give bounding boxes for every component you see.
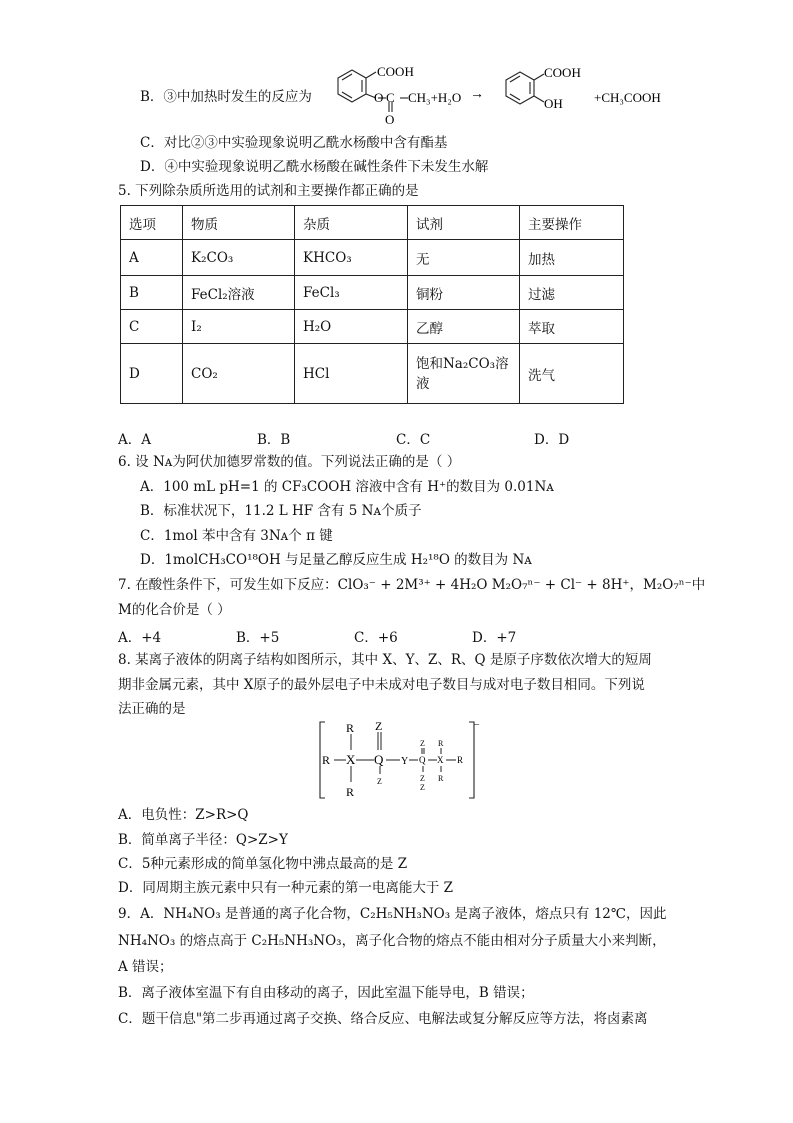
- atom-q-left: Q: [374, 752, 384, 767]
- atom-r-bottom-right: R: [438, 774, 444, 783]
- table-cell: 铜粉: [408, 276, 520, 310]
- atom-r-right: R: [457, 755, 464, 765]
- q4-option-b-prefix: B．③中加热时发生的反应为: [140, 89, 312, 105]
- atom-x-left: X: [346, 752, 356, 767]
- table-cell: D: [121, 344, 183, 404]
- table-cell: 无: [408, 240, 520, 276]
- reactant-carbonyl-o: O: [385, 112, 395, 127]
- table-cell: FeCl₃: [295, 276, 408, 310]
- table-row: [121, 344, 624, 404]
- q6-option-d: D．1molCH₃CO¹⁸OH 与足量乙醇反应生成 H₂¹⁸O 的数目为 Nᴀ: [140, 552, 532, 568]
- table-cell: FeCl₂溶液: [183, 276, 295, 310]
- q4-reaction-diagram: [318, 62, 678, 128]
- header-cell: 物质: [183, 206, 295, 240]
- reactant-ester-o: O: [374, 90, 384, 105]
- atom-z-bottom-right-b: Z: [420, 783, 425, 792]
- table-cell: 过滤: [520, 276, 624, 310]
- anion-charge: −: [474, 720, 480, 731]
- atom-r-bottom-left: R: [346, 785, 355, 799]
- q8-stem-line1: 8. 某离子液体的阴离子结构如图所示，其中 X、Y、Z、R、Q 是原子序数依次增大的短周: [118, 652, 652, 668]
- q4-option-c: C．对比②③中实验现象说明乙酰水杨酸中含有酯基: [140, 135, 448, 151]
- q8-option-a: A．电负性：Z>R>Q: [118, 807, 249, 823]
- table-cell: 乙醇: [408, 310, 520, 344]
- table-cell: KHCO₃: [295, 240, 408, 276]
- header-cell: 选项: [121, 206, 183, 240]
- q9-line2: NH₄NO₃ 的熔点高于 C₂H₅NH₃NO₃，离子化合物的熔点不能由相对分子质量大小来判断，: [118, 933, 666, 949]
- q7-stem-line1: 7. 在酸性条件下，可发生如下反应：ClO₃⁻ + 2M³⁺ + 4H₂O M₂O₇ⁿ⁻ + Cl⁻ + 8H⁺，M₂O₇ⁿ⁻中: [118, 577, 706, 593]
- q7-choice-a: A．+4: [118, 630, 162, 646]
- q8-stem-line3: 法正确的是: [118, 701, 186, 717]
- benzene-ring-product: [506, 72, 544, 104]
- table-row: [121, 310, 624, 344]
- q7-choice-c: C．+6: [354, 630, 398, 646]
- table-header-row: [121, 206, 624, 240]
- q9-line1: 9．A．NH₄NO₃ 是普通的离子化合物，C₂H₅NH₃NO₃ 是离子液体，熔点只有 12℃，因此: [118, 906, 667, 922]
- q6-option-a: A．100 mL pH=1 的 CF₃COOH 溶液中含有 H⁺的数目为 0.01Nᴀ: [140, 479, 554, 495]
- atom-r-top-right: R: [438, 739, 444, 748]
- product-oh: OH: [544, 96, 563, 111]
- bracket-right: [469, 722, 474, 798]
- atom-r-top-left: R: [346, 721, 355, 735]
- q9-line3: A 错误；: [118, 959, 173, 975]
- q9-line5: C．题干信息"第二步再通过离子交换、络合反应、电解法或复分解反应等方法，将卤素离: [118, 1011, 648, 1027]
- q5-choices: [118, 428, 598, 446]
- reaction-arrow: →: [470, 87, 484, 102]
- q8-option-b: B．简单离子半径：Q>Z>Y: [118, 832, 288, 848]
- q7-choice-d: D．+7: [472, 630, 517, 646]
- q6-option-c: C．1mol 苯中含有 3Nᴀ个 π 键: [140, 528, 333, 544]
- atom-r-left: R: [322, 753, 331, 767]
- header-cell: 试剂: [408, 206, 520, 240]
- table-cell: A: [121, 240, 183, 276]
- atom-z-bottom-small: Z: [377, 777, 382, 786]
- atom-z-top-right: Z: [420, 739, 425, 748]
- table-cell: HCl: [295, 344, 408, 404]
- table-cell: C: [121, 310, 183, 344]
- table-cell: 饱和Na₂CO₃溶液: [408, 344, 520, 404]
- reactant-ch3-h2o: CH₃+H₂O: [408, 90, 462, 105]
- q7-choice-b: B．+5: [236, 630, 280, 646]
- q4-option-d: D．④中实验现象说明乙酰水杨酸在碱性条件下未发生水解: [140, 159, 489, 175]
- atom-x-right: X: [437, 755, 444, 765]
- table-cell: B: [121, 276, 183, 310]
- q6-stem: 6. 设 Nᴀ为阿伏加德罗常数的值。下列说法正确的是（ ）: [118, 454, 461, 470]
- q9-line4: B．离子液体室温下有自由移动的离子，因此室温下能导电，B 错误；: [118, 985, 534, 1001]
- table-row: [121, 240, 624, 276]
- q5-choice-b: B．B: [257, 432, 291, 448]
- q8-anion-structure-diagram: [316, 718, 486, 802]
- product-cooh: COOH: [544, 65, 581, 80]
- atom-q-right: Q: [419, 755, 426, 765]
- product-acetic-acid: +CH₃COOH: [594, 90, 661, 105]
- q5-table: [120, 205, 624, 404]
- atom-y: Y: [401, 756, 409, 767]
- header-cell: 杂质: [295, 206, 408, 240]
- q8-option-c: C．5种元素形成的简单氢化物中沸点最高的是 Z: [118, 856, 408, 872]
- table-row: [121, 276, 624, 310]
- q5-choice-d: D．D: [534, 432, 570, 448]
- q5-choice-c: C．C: [396, 432, 431, 448]
- table-cell: I₂: [183, 310, 295, 344]
- table-cell: 萃取: [520, 310, 624, 344]
- q7-stem-line2: M的化合价是（ ）: [118, 602, 231, 618]
- q8-stem-line2: 期非金属元素，其中 X原子的最外层电子中未成对电子数目与成对电子数目相同。下列说: [118, 677, 645, 693]
- reactant-carbonyl-c: C: [386, 90, 395, 105]
- header-cell: 主要操作: [520, 206, 624, 240]
- q7-choices: [118, 626, 598, 644]
- q5-stem: 5. 下列除杂质所选用的试剂和主要操作都正确的是: [118, 183, 419, 199]
- q6-option-b: B．标准状况下，11.2 L HF 含有 5 Nᴀ个质子: [140, 503, 422, 519]
- q8-option-d: D．同周期主族元素中只有一种元素的第一电离能大于 Z: [118, 880, 453, 896]
- q5-choice-a: A．A: [118, 432, 151, 448]
- reactant-cooh: COOH: [377, 64, 414, 79]
- atom-z-bottom-right-a: Z: [420, 774, 425, 783]
- atom-z-top: Z: [375, 719, 383, 733]
- table-cell: K₂CO₃: [183, 240, 295, 276]
- table-cell: 加热: [520, 240, 624, 276]
- table-cell: 洗气: [520, 344, 624, 404]
- table-cell: CO₂: [183, 344, 295, 404]
- table-cell: H₂O: [295, 310, 408, 344]
